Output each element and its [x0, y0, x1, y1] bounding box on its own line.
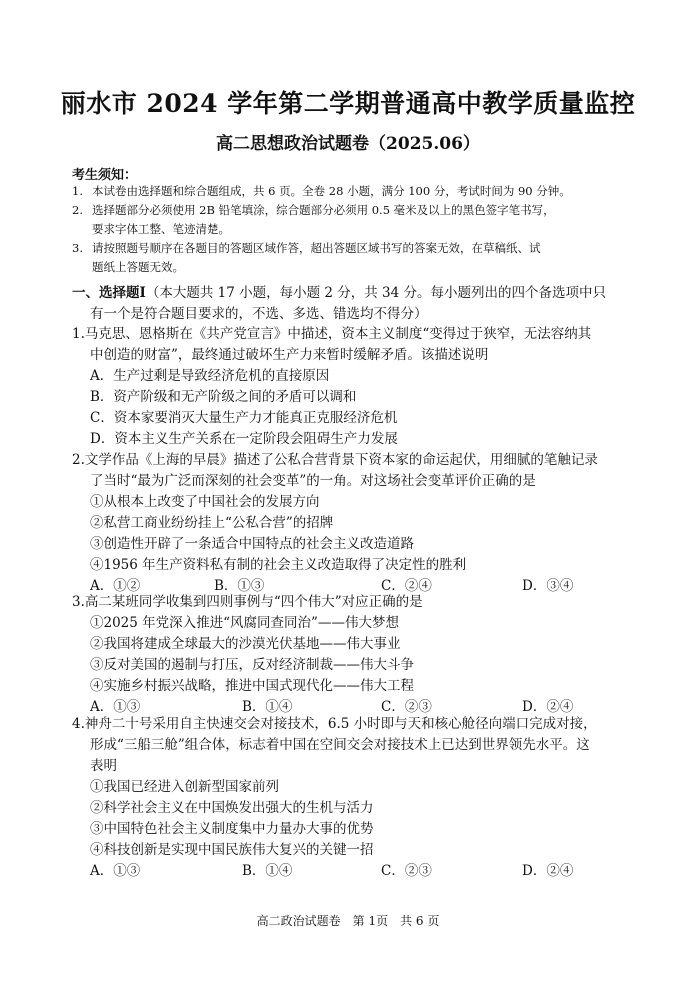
notice-heading: 考生须知： — [72, 168, 138, 183]
notice-item — [72, 182, 632, 201]
answer-option-d: D．②④ — [522, 699, 574, 715]
question-stem-line: 形成“三船三舱”组合体，标志着中国在空间交会对接技术上已达到世界领先水平。这 — [90, 737, 590, 753]
answer-option-d: D．②④ — [522, 863, 574, 879]
answer-option-a: A．①③ — [90, 699, 141, 715]
statement-3: ③中国特色社会主义制度集中力量办大事的优势 — [90, 821, 374, 837]
answer-option-b: B．①④ — [242, 863, 293, 879]
statement-1: ①我国已经进入创新型国家前列 — [90, 779, 279, 795]
question-stem-line: 了当时“最为广泛而深刻的社会变革”的一角。对这场社会变革评价正确的是 — [90, 473, 536, 489]
statement-3: ③反对美国的遏制与打压，反对经济制裁——伟大斗争 — [90, 657, 414, 673]
exam-title: 丽水市 2024 学年第二学期普通高中教学质量监控 — [60, 89, 636, 118]
question-2 — [72, 450, 632, 597]
statement-4: ④实施乡村振兴战略，推进中国式现代化——伟大工程 — [90, 678, 414, 694]
answer-options-row — [72, 861, 632, 882]
section-header — [72, 283, 632, 325]
answer-option-d: D．③④ — [522, 578, 574, 594]
answer-choice-a: A．生产过剩是导致经济危机的直接原因 — [90, 368, 330, 384]
statement-4: ④科技创新是实现中国民族伟大复兴的关键一招 — [90, 842, 374, 858]
statement-2: ②科学社会主义在中国焕发出强大的生机与活力 — [90, 800, 374, 816]
answer-option-b: B．①③ — [214, 578, 265, 594]
answer-option-a: A．①② — [90, 578, 141, 594]
question-stem-line: 4.神舟二十号采用自主快速交会对接技术，6.5 小时即与天和核心舱径向端口完成对接， — [72, 716, 597, 732]
statement-1: ①2025 年党深入推进“风腐同查同治”——伟大梦想 — [90, 615, 399, 631]
notice-item — [72, 239, 632, 258]
answer-choice-c: C．资本家要消灭大量生产力才能真正克服经济危机 — [90, 410, 398, 426]
exam-subtitle: 高二思想政治试题卷（2025.06） — [216, 134, 480, 154]
page-footer: 高二政治试题卷 第 1页 共 6 页 — [256, 914, 440, 928]
answer-option-c: C．②③ — [381, 863, 432, 879]
statement-2: ②私营工商业纷纷挂上“公私合营”的招牌 — [90, 515, 334, 531]
statement-2: ②我国将建成全球最大的沙漠光伏基地——伟大事业 — [90, 636, 401, 652]
notice-item-number: 3. — [72, 241, 83, 255]
answer-option-b: B．①④ — [242, 699, 293, 715]
statement-4: ④1956 年生产资料私有制的社会主义改造取得了决定性的胜利 — [90, 557, 467, 573]
answer-option-c: C．②③ — [381, 699, 432, 715]
question-1 — [72, 324, 632, 450]
notice-item-continuation: 要求字体工整、笔迹清楚。 — [92, 222, 230, 236]
notice-item-text: 本试卷由选择题和综合题组成，共 6 页。全卷 28 小题，满分 100 分，考试时间为 90 分钟。 — [92, 184, 571, 198]
question-stem-line: 表明 — [90, 758, 117, 774]
notice-item-text: 选择题部分必须使用 2B 铅笔填涂，综合题部分必须用 0.5 毫米及以上的黑色签字笔书写， — [92, 203, 555, 217]
notice-item-number: 1. — [72, 184, 83, 198]
section-description: （本大题共 17 小题，每小题 2 分，共 34 分。每小题列出的四个备选项中只 — [145, 285, 607, 301]
statement-1: ①从根本上改变了中国社会的发展方向 — [90, 494, 320, 510]
answer-option-a: A．①③ — [90, 863, 141, 879]
answer-choice-b: B．资产阶级和无产阶级之间的矛盾可以调和 — [90, 389, 357, 405]
question-3 — [72, 592, 632, 718]
question-4 — [72, 714, 632, 882]
question-stem-line: 3.高二某班同学收集到四则事例与“四个伟大”对应正确的是 — [72, 594, 423, 610]
notice-item-text: 请按照题号顺序在各题目的答题区域作答，超出答题区域书写的答案无效，在草稿纸、试 — [92, 241, 541, 255]
notice-item-number: 2. — [72, 203, 83, 217]
question-stem-line: 1.马克思、恩格斯在《共产党宣言》中描述，资本主义制度“变得过于狭窄，无法容纳其 — [72, 326, 592, 342]
question-stem-line: 2.文学作品《上海的早晨》描述了公私合营背景下资本家的命运起伏，用细腻的笔触记录 — [72, 452, 598, 468]
section-description-continued: 有一个是符合题目要求的，不选、多选、错选均不得分） — [90, 306, 428, 322]
section-label: 一、选择题Ⅰ — [72, 285, 146, 301]
notice-list — [72, 182, 632, 277]
notice-item-continuation: 题纸上答题无效。 — [92, 260, 184, 274]
statement-3: ③创造性开辟了一条适合中国特点的社会主义改造道路 — [90, 536, 414, 552]
question-stem-line: 中创造的财富”，最终通过破坏生产力来暂时缓解矛盾。该描述说明 — [90, 347, 489, 363]
notice-item — [72, 201, 632, 220]
answer-choice-d: D．资本主义生产关系在一定阶段会阻碍生产力发展 — [90, 431, 398, 447]
answer-option-c: C．②④ — [381, 578, 432, 594]
